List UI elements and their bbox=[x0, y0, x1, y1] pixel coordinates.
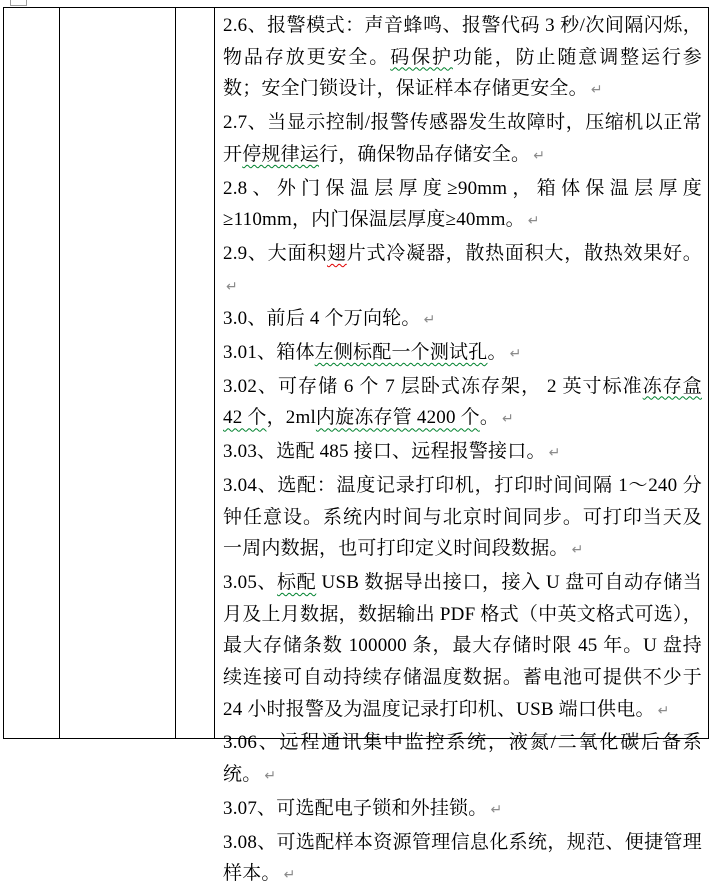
text-segment: USB 数据导出接口，接入 U 盘可自动存储当月及上月数据，数据输出 PDF 格式（中英文格式可选），最大存储条数 100000 条，最大存储时限 45 年。U 盘持续连接可自动持续存储温度数据。蓄电池可提供不少于 24 小时报警及为温度记录打印机、USB 端口供电。 bbox=[223, 571, 702, 720]
paragraph-mark-icon: ↵ bbox=[527, 213, 540, 230]
text-segment: 3.06、远程通讯集中监控系统，液氮/二氧化碳后备系统。 bbox=[223, 732, 702, 786]
paragraph-mark-icon: ↵ bbox=[264, 768, 277, 785]
text-segment: 3.05、 bbox=[223, 571, 278, 593]
paragraph-mark-icon: ↵ bbox=[533, 147, 546, 164]
text-segment: 片式冷凝器，散热面积大，散热效果好。 bbox=[346, 242, 702, 264]
grammar-flagged-text: 冻存盒 42 个 bbox=[223, 375, 702, 429]
spec-text-cell[interactable] bbox=[215, 8, 708, 885]
empty-cell-2[interactable] bbox=[60, 8, 176, 738]
text-segment: 3.0、前后 4 个万向轮。 bbox=[223, 308, 421, 330]
grammar-flagged-text: 停规律运 bbox=[242, 143, 320, 165]
spec-paragraph[interactable] bbox=[223, 436, 702, 470]
text-segment: 3.01、箱体 bbox=[223, 342, 315, 364]
empty-cell-3[interactable] bbox=[176, 8, 215, 738]
spec-paragraph[interactable] bbox=[223, 567, 702, 728]
text-segment: 2.6、报警模式：声音蜂鸣、报警代码 3 秒/次间隔闪烁，物品存放更安全。 bbox=[223, 15, 702, 68]
spec-paragraph[interactable] bbox=[223, 470, 702, 567]
text-segment: 2.8、外门保温层厚度≥90mm，箱体保温层厚度≥110mm，内门保温层厚度≥40mm。 bbox=[223, 177, 702, 231]
spec-paragraph[interactable] bbox=[223, 827, 702, 892]
text-segment: 3.08、可选配样本资源管理信息化系统，规范、便捷管理样本。 bbox=[223, 831, 702, 885]
text-segment: 功能，防止随意调整运行参数；安全门锁设计，保证样本存储更安全。 bbox=[223, 46, 702, 100]
spec-paragraph[interactable] bbox=[223, 337, 702, 371]
paragraph-mark-icon: ↵ bbox=[423, 312, 436, 329]
grammar-flagged-text: 左侧标配一个测试孔 bbox=[314, 342, 488, 364]
spec-table bbox=[3, 7, 709, 885]
spec-paragraph[interactable] bbox=[223, 10, 702, 107]
grammar-flagged-text: 码保护 bbox=[390, 46, 453, 68]
spec-paragraph[interactable] bbox=[223, 371, 702, 436]
text-segment: 行，确保物品存储安全。 bbox=[319, 143, 531, 165]
table-resize-handle bbox=[10, 0, 27, 6]
text-segment: 3.03、选配 485 接口、远程报警接口。 bbox=[223, 441, 546, 463]
text-segment: 3.07、可选配电子锁和外挂锁。 bbox=[223, 797, 488, 819]
spec-paragraph[interactable] bbox=[223, 173, 702, 238]
text-segment: 2.7、当显示控制/报警传感器发生故障时，压缩机以正常开 bbox=[223, 112, 702, 165]
spec-paragraph[interactable] bbox=[223, 727, 702, 792]
text-segment: 。 bbox=[479, 407, 500, 429]
text-segment: 3.04、选配：温度记录打印机，打印时间间隔 1～240 分钟任意设。系统内时间与北京时间同步。可打印当天及一周内数据，也可打印定义时间段数据。 bbox=[223, 474, 702, 560]
spec-paragraph[interactable] bbox=[223, 107, 702, 172]
grammar-flagged-text: 内旋冻存管 4200 个 bbox=[315, 407, 480, 429]
paragraph-mark-icon: ↵ bbox=[571, 542, 584, 559]
text-segment: 3.02、可存储 6 个 7 层卧式冻存架， 2 英寸标准 bbox=[223, 375, 643, 397]
text-segment: ，2ml bbox=[266, 407, 316, 429]
text-segment: 。 bbox=[487, 342, 507, 364]
paragraph-mark-icon: ↵ bbox=[548, 445, 561, 462]
paragraph-mark-icon: ↵ bbox=[283, 867, 296, 884]
spec-paragraph[interactable] bbox=[223, 238, 702, 303]
paragraph-mark-icon: ↵ bbox=[490, 801, 503, 818]
paragraph-mark-icon: ↵ bbox=[590, 82, 603, 99]
text-segment: 2.9、大面积 bbox=[223, 242, 327, 264]
paragraph-mark-icon: ↵ bbox=[226, 278, 238, 295]
spelling-flagged-text: 翅 bbox=[326, 242, 347, 264]
grammar-flagged-text: 标配 bbox=[277, 571, 317, 593]
empty-cell-1[interactable] bbox=[4, 8, 60, 738]
spec-paragraph[interactable] bbox=[223, 303, 702, 337]
paragraph-mark-icon: ↵ bbox=[657, 702, 670, 719]
paragraph-mark-icon: ↵ bbox=[509, 346, 522, 363]
spec-paragraph[interactable] bbox=[223, 793, 702, 827]
paragraph-mark-icon: ↵ bbox=[502, 411, 514, 428]
